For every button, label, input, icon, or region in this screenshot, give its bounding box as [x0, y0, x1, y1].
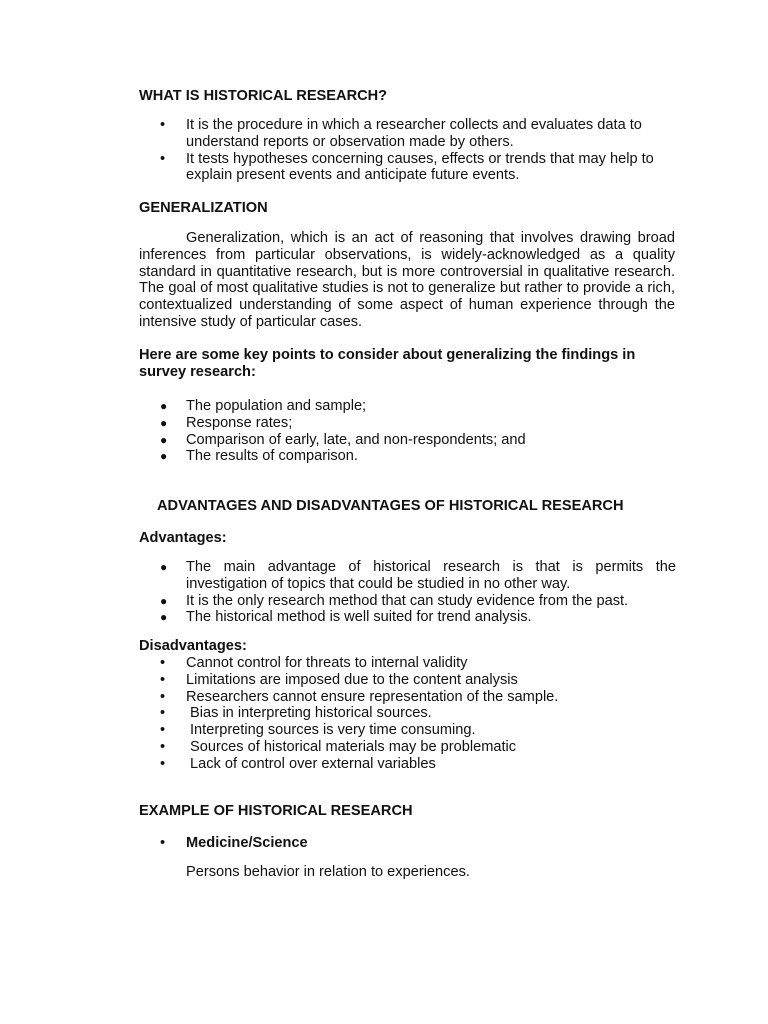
list-item: ● Response rates; — [160, 414, 293, 431]
heading-advantages-disadvantages: ADVANTAGES AND DISADVANTAGES OF HISTORICAL RESEARCH — [157, 498, 624, 514]
list-item: ● The main advantage of historical research is that is permits the investigation of topics that could be studied in no other way. — [160, 559, 676, 592]
bullet-icon: • — [160, 671, 166, 688]
heading-generalization: GENERALIZATION — [139, 200, 268, 216]
example-list — [160, 835, 676, 852]
example-text: Persons behavior in relation to experiences. — [186, 864, 470, 880]
list-item: ● The population and sample; — [160, 398, 367, 414]
key-points-intro: Here are some key points to consider about generalizing the findings in survey research: — [139, 347, 636, 380]
disadvantages-label: Disadvantages: — [139, 638, 247, 654]
bullet-icon: ● — [160, 449, 168, 464]
list-item: • Researchers cannot ensure representation of the sample. — [160, 688, 559, 705]
disadvantages-list — [160, 655, 676, 773]
bullet-icon: • — [160, 755, 166, 772]
list-item: • Sources of historical materials may be problematic — [160, 738, 517, 755]
list-item: • It is the procedure in which a researcher collects and evaluates data to understand reports or observation made by others. — [160, 117, 642, 150]
bullet-icon: • — [160, 655, 166, 671]
list-item: • It tests hypotheses concerning causes, effects or trends that may help to explain present events and anticipate future events. — [160, 150, 654, 184]
list-item: ● The historical method is well suited for trend analysis. — [160, 609, 532, 626]
bullet-icon: ● — [160, 610, 168, 625]
bullet-icon: • — [160, 150, 166, 167]
generalization-paragraph: Generalization, which is an act of reasoning that involves drawing broad inferences from particular observations, is widely-acknowledged as a quality standard in quantitative research, but is more controversial in qualitative research. The goal of most qualitative studies is not to generalize but rather to provide a rich, contextualized understanding of some aspect of human experience through the intensive study of particular cases. — [139, 230, 675, 330]
list-item: • Cannot control for threats to internal validity — [160, 655, 468, 671]
list-item: ● Comparison of early, late, and non-respondents; and — [160, 431, 526, 448]
bullet-icon: ● — [160, 399, 168, 413]
list-item: ● It is the only research method that can study evidence from the past. — [160, 592, 629, 609]
heading-example-historical-research: EXAMPLE OF HISTORICAL RESEARCH — [139, 803, 413, 819]
advantages-list — [160, 559, 676, 626]
bullet-icon: • — [160, 117, 166, 133]
list-item: • Lack of control over external variables — [160, 755, 436, 772]
list-item: • Interpreting sources is very time consuming. — [160, 722, 476, 739]
bullet-icon: • — [160, 705, 166, 722]
bullet-icon: • — [160, 835, 166, 851]
list-item: • Limitations are imposed due to the content analysis — [160, 671, 518, 688]
list-item — [160, 835, 676, 852]
bullet-icon: ● — [160, 593, 168, 608]
heading-what-is-historical-research: WHAT IS HISTORICAL RESEARCH? — [139, 88, 388, 104]
bullet-icon: • — [160, 688, 166, 705]
list-item: ● The results of comparison. — [160, 448, 358, 465]
key-points-list — [160, 398, 676, 465]
bullet-icon: ● — [160, 415, 168, 430]
advantages-label: Advantages: — [139, 530, 227, 546]
example-title: Medicine/Science — [186, 835, 308, 851]
historical-research-definition-list — [160, 117, 676, 184]
bullet-icon: ● — [160, 432, 168, 447]
bullet-icon: ● — [160, 560, 168, 574]
bullet-icon: • — [160, 722, 166, 739]
list-item: • Bias in interpreting historical sources. — [160, 705, 432, 722]
bullet-icon: • — [160, 738, 166, 755]
